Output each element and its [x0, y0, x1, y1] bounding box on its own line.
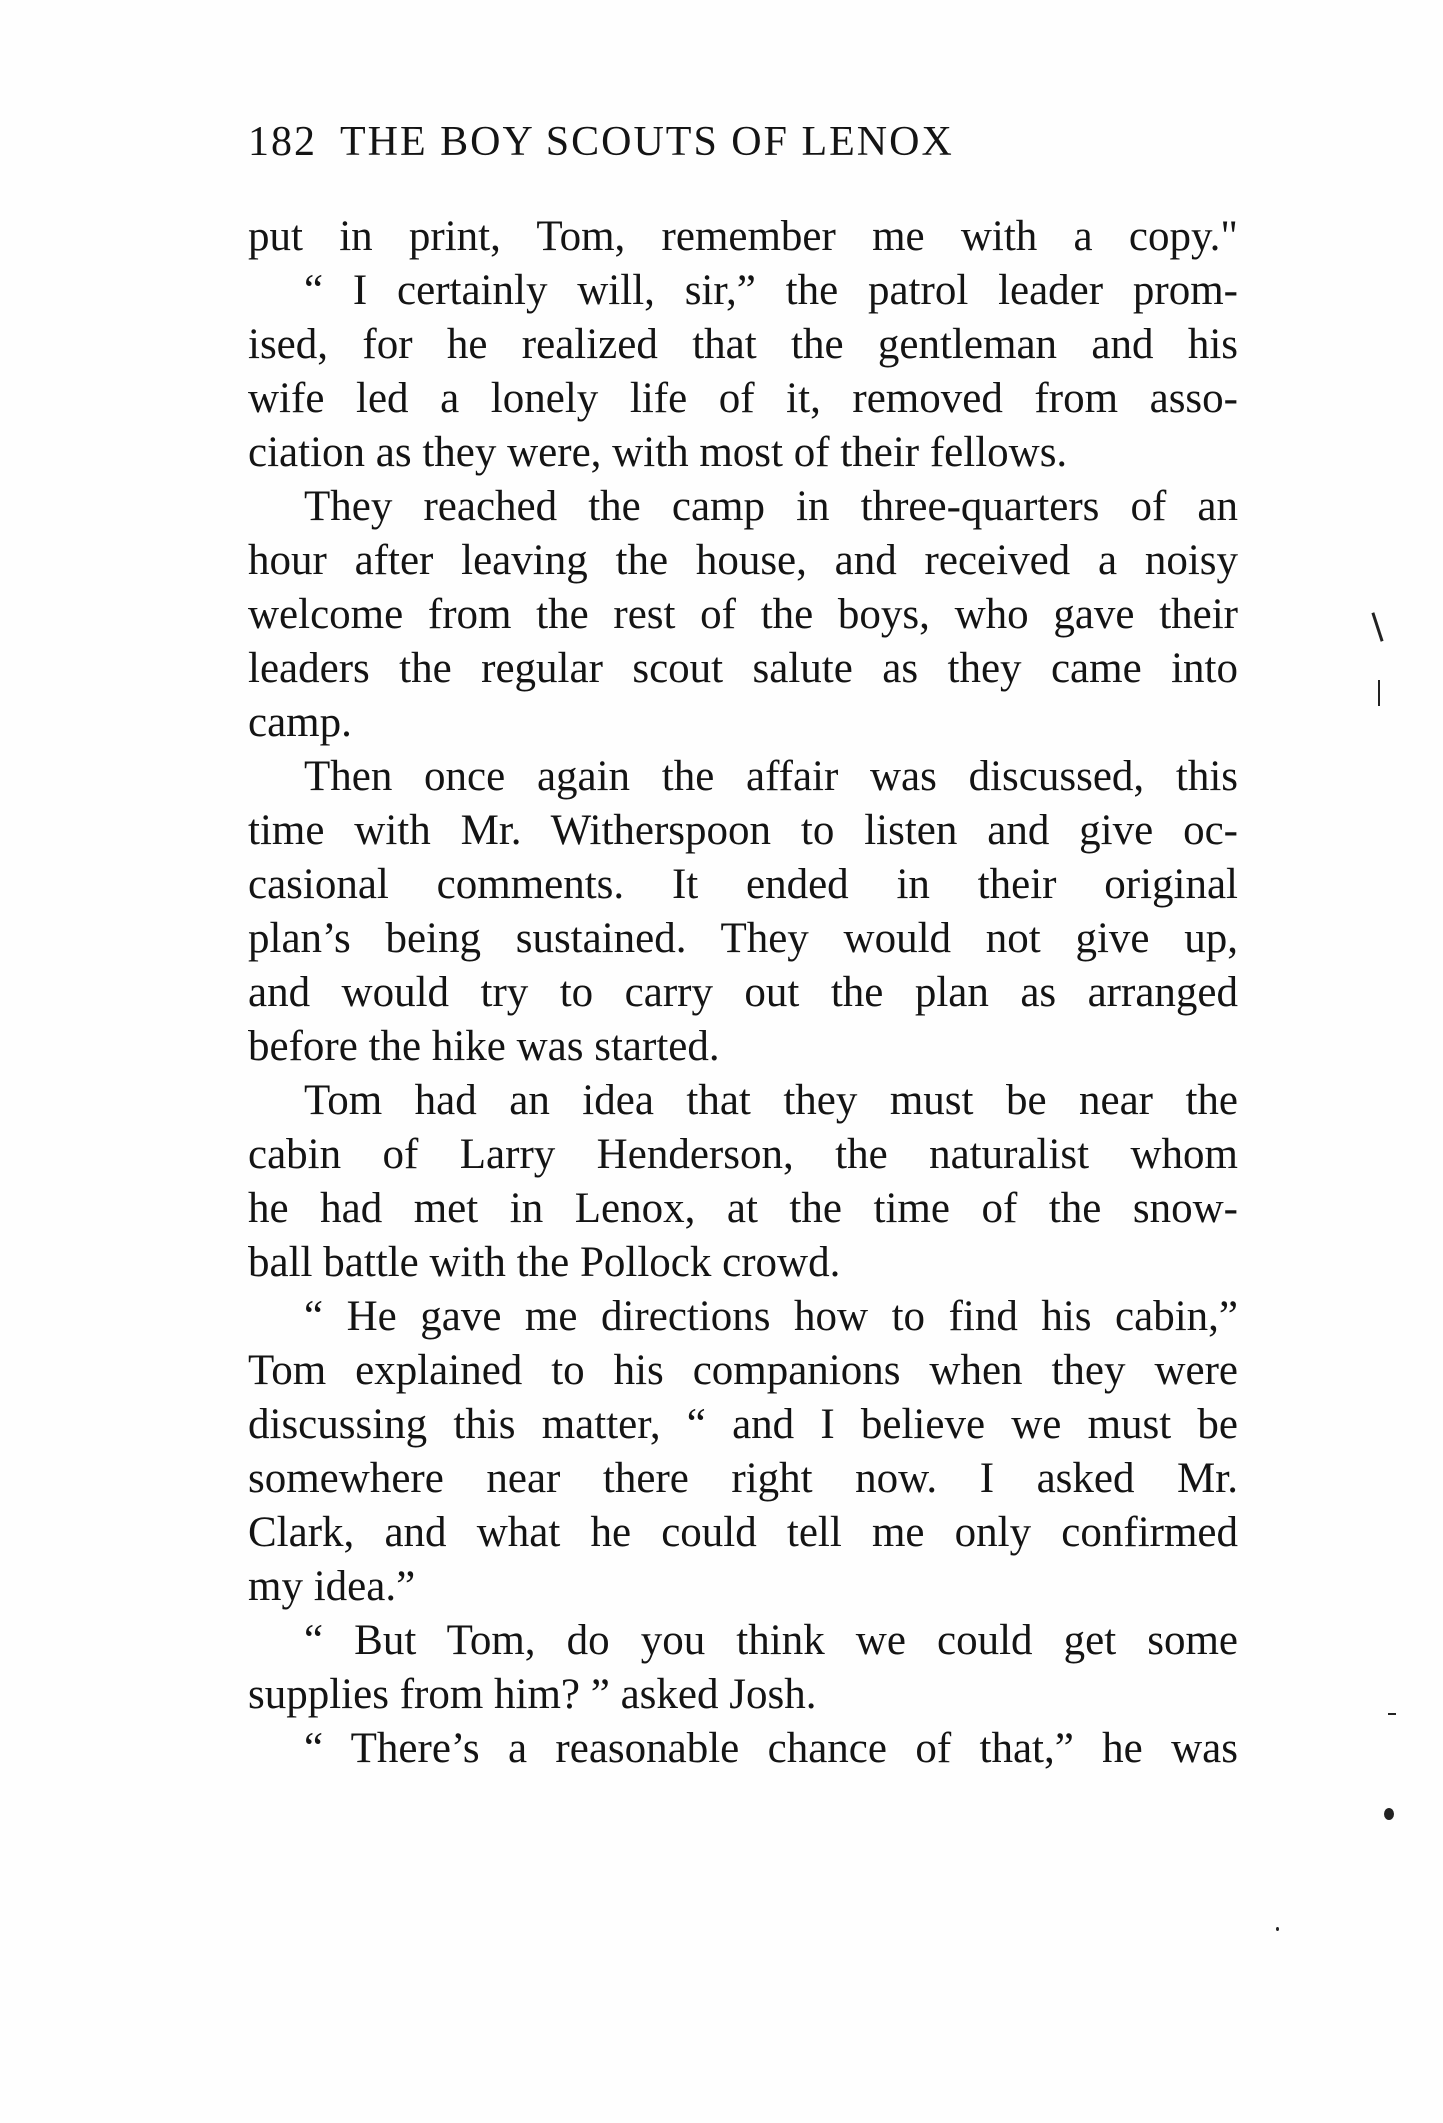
text-line: Tom had an idea that they must be near the	[304, 1077, 1238, 1124]
text-line: and would try to carry out the plan as arranged	[248, 969, 1238, 1016]
scan-speck	[1371, 612, 1383, 641]
text-line: hour after leaving the house, and received a noisy	[248, 537, 1238, 584]
running-title: THE BOY SCOUTS OF LENOX	[340, 119, 954, 165]
text-line: leaders the regular scout salute as they came into	[248, 645, 1238, 692]
text-line: Tom explained to his companions when they were	[248, 1347, 1238, 1394]
text-line: They reached the camp in three-quarters of an	[304, 483, 1238, 530]
text-line: “ He gave me directions how to find his cabin,”	[304, 1293, 1238, 1340]
text-line: cabin of Larry Henderson, the naturalist whom	[248, 1131, 1238, 1178]
text-line: plan’s being sustained. They would not give up,	[248, 915, 1238, 962]
text-line: casional comments. It ended in their original	[248, 861, 1238, 908]
text-line: put in print, Tom, remember me with a copy."	[248, 213, 1238, 260]
text-line: Then once again the affair was discussed, this	[304, 753, 1238, 800]
running-header	[248, 118, 1118, 174]
scan-speck	[1276, 1927, 1279, 1931]
scan-speck	[1388, 1713, 1396, 1715]
text-line: supplies from him? ” asked Josh.	[248, 1671, 817, 1718]
text-line: “ There’s a reasonable chance of that,” he was	[304, 1725, 1238, 1772]
text-line: “ I certainly will, sir,” the patrol leader prom-	[304, 267, 1238, 314]
text-line: ised, for he realized that the gentleman and his	[248, 321, 1238, 368]
text-line: before the hike was started.	[248, 1023, 720, 1070]
text-line: time with Mr. Witherspoon to listen and give oc-	[248, 807, 1238, 854]
text-line: camp.	[248, 699, 352, 746]
text-line: my idea.”	[248, 1563, 416, 1610]
text-line: “ But Tom, do you think we could get some	[304, 1617, 1238, 1664]
text-line: discussing this matter, “ and I believe we must be	[248, 1401, 1238, 1448]
text-line: Clark, and what he could tell me only confirmed	[248, 1509, 1238, 1556]
text-line: somewhere near there right now. I asked Mr.	[248, 1455, 1238, 1502]
scan-speck	[1378, 680, 1380, 706]
text-line: ball battle with the Pollock crowd.	[248, 1239, 841, 1286]
page-number: 182	[248, 119, 317, 165]
text-line: ciation as they were, with most of their fellows.	[248, 429, 1068, 476]
text-line: wife led a lonely life of it, removed from asso-	[248, 375, 1238, 422]
body-text	[248, 210, 1238, 1776]
scan-speck	[1384, 1808, 1394, 1820]
text-line: he had met in Lenox, at the time of the snow-	[248, 1185, 1238, 1232]
text-line: welcome from the rest of the boys, who gave their	[248, 591, 1238, 638]
